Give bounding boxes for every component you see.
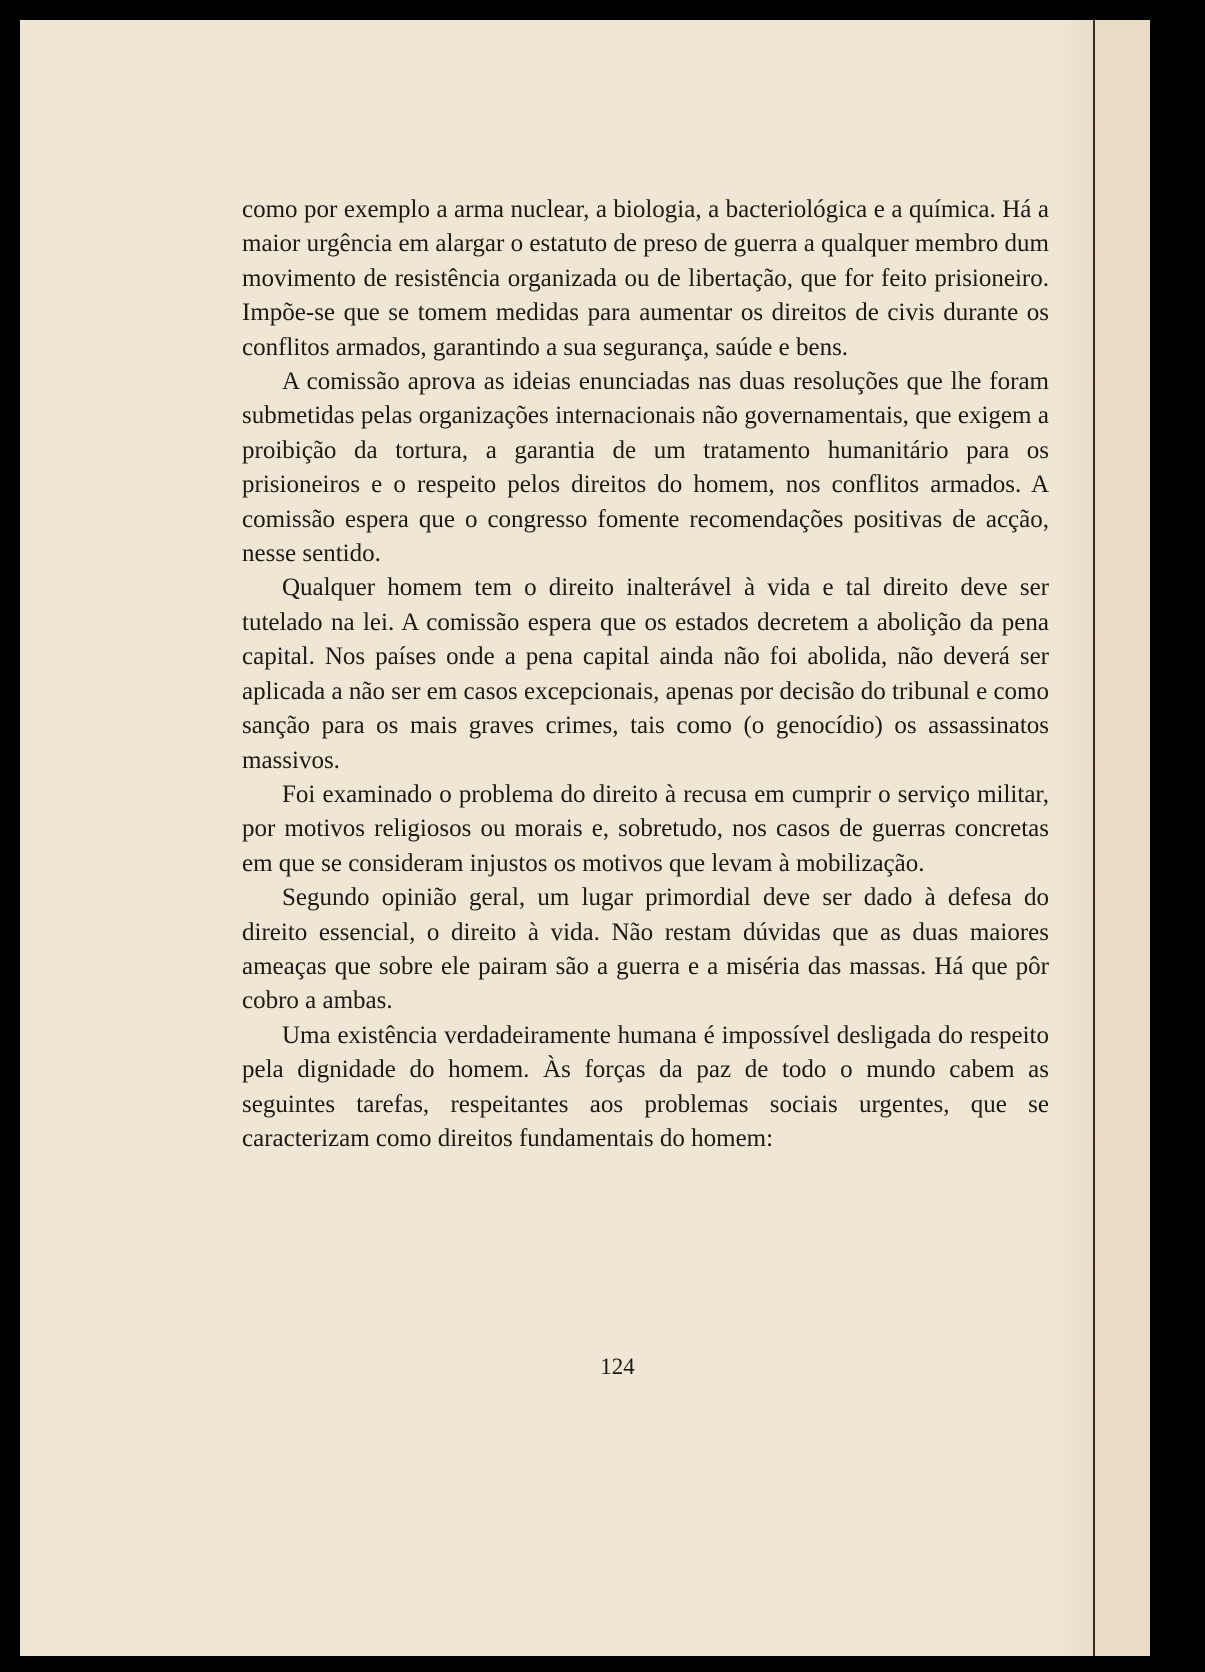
book-page — [20, 20, 1150, 1656]
paragraph-5: Segundo opinião geral, um lugar primordial deve ser dado à defesa do direito essencial, o direito à vida. Não restam dúvidas que as duas maiores ameaças que sobre ele pairam são a guerra e a miséria das massas. Há que pôr cobro a ambas. — [242, 884, 1049, 1015]
paragraph-3: Qualquer homem tem o direito inalterável à vida e tal direito deve ser tutelado na lei. A comissão espera que os estados decretem a abolição da pena capital. Nos países onde a pena capital ainda não foi abolida, não deverá ser aplicada a não ser em casos excepcionais, apenas por decisão do tribunal e como sanção para os mais graves crimes, tais como (o genocídio) os assassinatos massivos. — [242, 574, 1049, 774]
body-text — [242, 193, 1049, 1156]
page-number: 124 — [600, 1354, 635, 1379]
paragraph-1: como por exemplo a arma nuclear, a biologia, a bacteriológica e a química. Há a maior urgência em alargar o estatuto de preso de guerra a qualquer membro dum movimento de resistência organizada ou de libertação, que for feito prisioneiro. Impõe-se que se tomem medidas para aumentar os direitos de civis durante os conflitos armados, garantindo a sua segurança, saúde e bens. — [242, 196, 1049, 361]
adjacent-page-edge — [1093, 20, 1150, 1656]
paragraph-4: Foi examinado o problema do direito à recusa em cumprir o serviço militar, por motivos religiosos ou morais e, sobretudo, nos casos de guerras concretas em que se consideram injustos os motivos que levam à mobilização. — [242, 780, 1049, 877]
paragraph-6: Uma existência verdadeiramente humana é impossível desligada do respeito pela dignidade do homem. Às forças da paz de todo o mundo cabem as seguintes tarefas, respeitantes aos problemas sociais urgentes, que se caracterizam como direitos fundamentais do homem: — [242, 1021, 1049, 1152]
paragraph-2: A comissão aprova as ideias enunciadas nas duas resoluções que lhe foram submetidas pelas organizações internacionais não governamentais, que exigem a proibição da tortura, a garantia de um tratamento humanitário para os prisioneiros e o respeito pelos direitos do homem, nos conflitos armados. A comissão espera que o congresso fomente recomendações positivas de acção, nesse sentido. — [242, 368, 1049, 568]
